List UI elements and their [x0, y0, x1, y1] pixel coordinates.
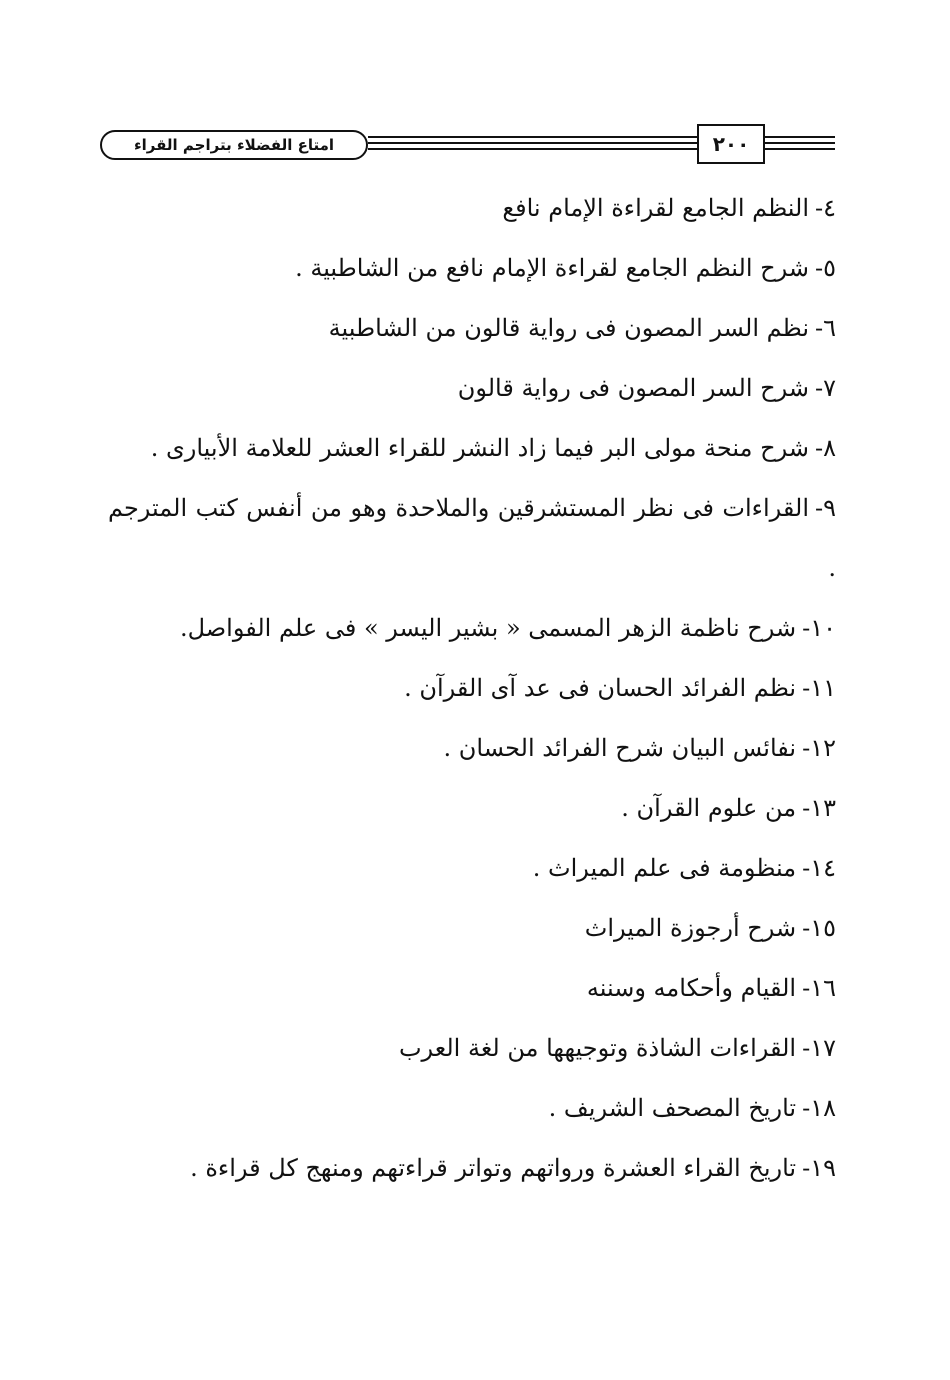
item-text: تاريخ المصحف الشريف .	[548, 1094, 797, 1122]
page-number: ٢٠٠	[712, 132, 750, 156]
book-title-box	[100, 130, 368, 160]
header-rule	[765, 148, 835, 150]
item-text: منظومة فى علم الميراث .	[532, 854, 797, 882]
book-title: امتاع الفضلاء بتراجم القراء	[133, 136, 335, 154]
item-number: ٤-	[815, 194, 836, 222]
item-text: تاريخ القراء العشرة ورواتهم وتواتر قراءتهم ومنهج كل قراءة .	[190, 1154, 797, 1182]
item-text: النظم الجامع لقراءة الإمام نافع	[502, 194, 809, 222]
list-item	[108, 598, 836, 658]
page-number-box	[697, 124, 765, 164]
item-number: ١٢-	[802, 734, 836, 762]
item-text: القيام وأحكامه وسننه	[586, 974, 797, 1002]
list-item	[108, 1138, 836, 1198]
list-item	[108, 178, 836, 238]
list-item	[108, 358, 836, 418]
list-item	[108, 958, 836, 1018]
item-text: نظم الفرائد الحسان فى عد آى القرآن .	[404, 674, 797, 702]
item-number: ٩-	[815, 494, 836, 522]
item-number: ١١-	[802, 674, 836, 702]
list-item	[108, 778, 836, 838]
item-number: ١٦-	[802, 974, 836, 1002]
header-rule	[765, 136, 835, 138]
item-number: ١٩-	[802, 1154, 836, 1182]
item-number: ٨-	[815, 434, 836, 462]
item-number: ١٠-	[802, 614, 836, 642]
item-text: القراءات الشاذة وتوجيهها من لغة العرب	[398, 1034, 797, 1062]
item-text: القراءات فى نظر المستشرقين والملاحدة وهو من أنفس كتب المترجم .	[108, 494, 836, 582]
list-item	[108, 418, 836, 478]
list-item	[108, 298, 836, 358]
item-number: ١٧-	[802, 1034, 836, 1062]
header-rule	[368, 136, 697, 138]
list-item	[108, 1018, 836, 1078]
running-header	[100, 124, 835, 166]
item-number: ١٣-	[802, 794, 836, 822]
item-text: شرح أرجوزة الميراث	[584, 914, 797, 942]
item-number: ٦-	[815, 314, 836, 342]
header-rule	[765, 142, 835, 144]
list-item	[108, 838, 836, 898]
item-number: ٥-	[815, 254, 836, 282]
item-text: من علوم القرآن .	[621, 794, 797, 822]
item-text: شرح النظم الجامع لقراءة الإمام نافع من الشاطبية .	[295, 254, 809, 282]
item-text: نظم السر المصون فى رواية قالون من الشاطبية	[328, 314, 809, 342]
list-item	[108, 478, 836, 598]
item-text: شرح منحة مولى البر فيما زاد النشر للقراء العشر للعلامة الأبيارى .	[150, 434, 809, 462]
header-rule	[368, 148, 697, 150]
item-number: ١٤-	[802, 854, 836, 882]
header-rule	[368, 142, 697, 144]
list-item	[108, 718, 836, 778]
list-item	[108, 1078, 836, 1138]
item-text: شرح ناظمة الزهر المسمى « بشير اليسر » فى علم الفواصل.	[179, 614, 797, 642]
list-item	[108, 238, 836, 298]
item-text: شرح السر المصون فى رواية قالون	[457, 374, 809, 402]
item-number: ٧-	[815, 374, 836, 402]
publications-list	[108, 178, 836, 1198]
item-number: ١٨-	[802, 1094, 836, 1122]
list-item	[108, 658, 836, 718]
item-text: نفائس البيان شرح الفرائد الحسان .	[443, 734, 797, 762]
item-number: ١٥-	[802, 914, 836, 942]
list-item	[108, 898, 836, 958]
